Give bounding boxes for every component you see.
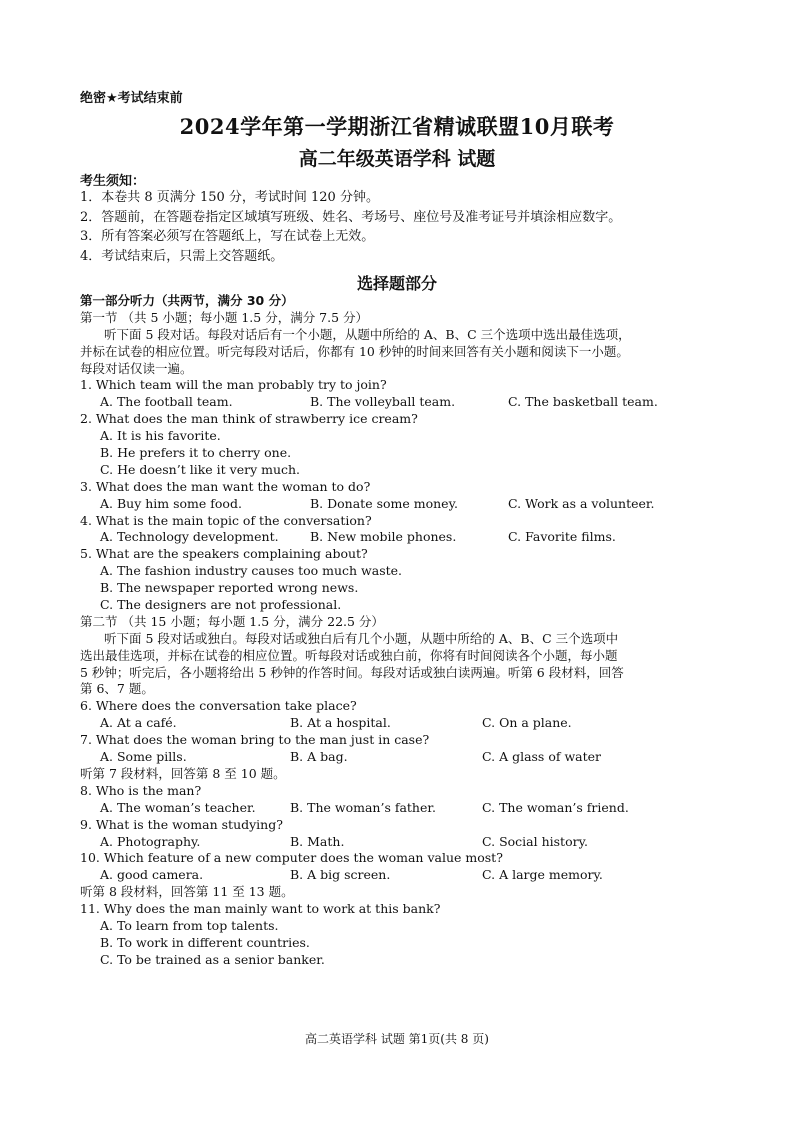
option-row — [80, 749, 720, 766]
notice-item: 1．本卷共 8 页满分 150 分，考试时间 120 分钟。 — [80, 190, 379, 205]
listen-instruction: 听第 7 段材料，回答第 8 至 10 题。 — [80, 765, 286, 781]
option-b: B. At a hospital. — [290, 715, 391, 731]
option-c: C. A glass of water — [482, 749, 601, 765]
option-row — [80, 394, 720, 411]
sec2-intro-line: 选出最佳选项，并标在试卷的相应位置。听每段对话或独白前，你将有时间阅读各个小题，每小题 — [80, 647, 618, 663]
notice-heading: 考生须知： — [80, 174, 146, 189]
sec1-heading: 第一节 （共 5 小题；每小题 1.5 分，满分 7.5 分） — [80, 309, 369, 325]
option-a: A. At a café. — [100, 715, 177, 731]
option-a: A. The woman’s teacher. — [100, 799, 256, 815]
option-b: B. The woman’s father. — [290, 799, 436, 815]
option-a: A. To learn from top talents. — [100, 917, 279, 933]
option-a: A. Some pills. — [100, 749, 187, 765]
listen-instruction: 听第 8 段材料，回答第 11 至 13 题。 — [80, 884, 294, 900]
question-stem: 9. What is the woman studying? — [80, 816, 283, 832]
option-a: A. Technology development. — [100, 529, 279, 545]
option-c: C. Work as a volunteer. — [508, 495, 655, 511]
exam-title: 2024学年第一学期浙江省精诚联盟10月联考 — [179, 114, 615, 139]
part1-heading: 第一部分听力（共两节，满分 30 分） — [80, 293, 294, 308]
option-b: B. A bag. — [290, 749, 348, 765]
question-stem: 3. What does the man want the woman to do? — [80, 478, 371, 494]
notice-item: 2．答题前，在答题卷指定区域填写班级、姓名、考场号、座位号及准考证号并填涂相应数字。 — [80, 209, 622, 225]
sec2-heading: 第二节 （共 15 小题；每小题 1.5 分，满分 22.5 分） — [80, 613, 384, 629]
option-c: C. The designers are not professional. — [100, 597, 342, 613]
option-c: C. A large memory. — [482, 867, 603, 883]
question-stem: 7. What does the woman bring to the man just in case? — [80, 732, 430, 748]
sec2-intro-line: 听下面 5 段对话或独白。每段对话或独白后有几个小题，从题中所给的 A、B、C 三个选项中 — [104, 630, 619, 646]
question-stem: 1. Which team will the man probably try to join? — [80, 377, 387, 393]
section-title: 选择题部分 — [356, 274, 437, 293]
option-a: A. good camera. — [100, 867, 204, 883]
option-b: B. The newspaper reported wrong news. — [100, 580, 359, 596]
sec1-intro-line: 每段对话仅读一遍。 — [80, 360, 193, 376]
question-stem: 10. Which feature of a new computer does the woman value most? — [80, 850, 503, 866]
option-a: A. The fashion industry causes too much waste. — [100, 563, 403, 579]
option-b: B. The volleyball team. — [310, 394, 456, 410]
sec1-intro-line: 听下面 5 段对话。每段对话后有一个小题，从题中所给的 A、B、C 三个选项中选出最佳选项， — [104, 326, 631, 342]
option-row — [80, 834, 720, 851]
question-stem: 2. What does the man think of strawberry ice cream? — [80, 411, 418, 427]
option-row — [80, 715, 720, 732]
option-c: C. The woman’s friend. — [482, 799, 629, 815]
option-a: A. Photography. — [100, 833, 201, 849]
option-b: B. A big screen. — [290, 867, 391, 883]
option-b: B. Donate some money. — [310, 495, 458, 511]
notice-item: 4．考试结束后，只需上交答题纸。 — [80, 248, 284, 264]
option-c: C. Favorite films. — [508, 529, 616, 545]
option-row — [80, 529, 720, 546]
option-b: B. New mobile phones. — [310, 529, 457, 545]
option-a: A. Buy him some food. — [100, 495, 242, 511]
listening-section — [80, 293, 720, 969]
question-stem: 8. Who is the man? — [80, 782, 202, 798]
option-b: B. He prefers it to cherry one. — [100, 445, 292, 461]
sec2-intro-line: 第 6、7 题。 — [80, 681, 154, 697]
sec1-intro-line: 并标在试卷的相应位置。听完每段对话后，你都有 10 秒钟的时间来回答有关小题和阅读下一小题。 — [80, 343, 629, 359]
confidential-label: 绝密★考试结束前 — [80, 91, 183, 106]
question-stem: 11. Why does the man mainly want to work at this bank? — [80, 901, 441, 917]
question-stem: 6. Where does the conversation take place? — [80, 698, 357, 714]
option-c: C. The basketball team. — [508, 394, 658, 410]
option-b: B. To work in different countries. — [100, 934, 310, 950]
question-stem: 5. What are the speakers complaining about? — [80, 546, 368, 562]
option-row — [80, 867, 720, 884]
option-row — [80, 800, 720, 817]
option-b: B. Math. — [290, 833, 345, 849]
sec2-intro-line: 5 秒钟；听完后，各小题将给出 5 秒钟的作答时间。每段对话或独白读两遍。听第 6 段材料，回答 — [80, 664, 624, 680]
option-c: C. To be trained as a senior banker. — [100, 951, 325, 967]
question-stem: 4. What is the main topic of the conversation? — [80, 512, 372, 528]
notice-list — [80, 188, 720, 266]
notice-item: 3．所有答案必须写在答题纸上，写在试卷上无效。 — [80, 229, 375, 245]
option-a: A. It is his favorite. — [100, 428, 221, 444]
option-a: A. The football team. — [100, 394, 233, 410]
option-c: C. Social history. — [482, 833, 588, 849]
option-c: C. He doesn’t like it very much. — [100, 461, 301, 477]
option-c: C. On a plane. — [482, 715, 572, 731]
exam-subtitle: 高二年级英语学科 试题 — [298, 148, 496, 170]
option-row — [80, 496, 720, 513]
page-footer: 高二英语学科 试题 第1页(共 8 页) — [305, 1032, 489, 1046]
